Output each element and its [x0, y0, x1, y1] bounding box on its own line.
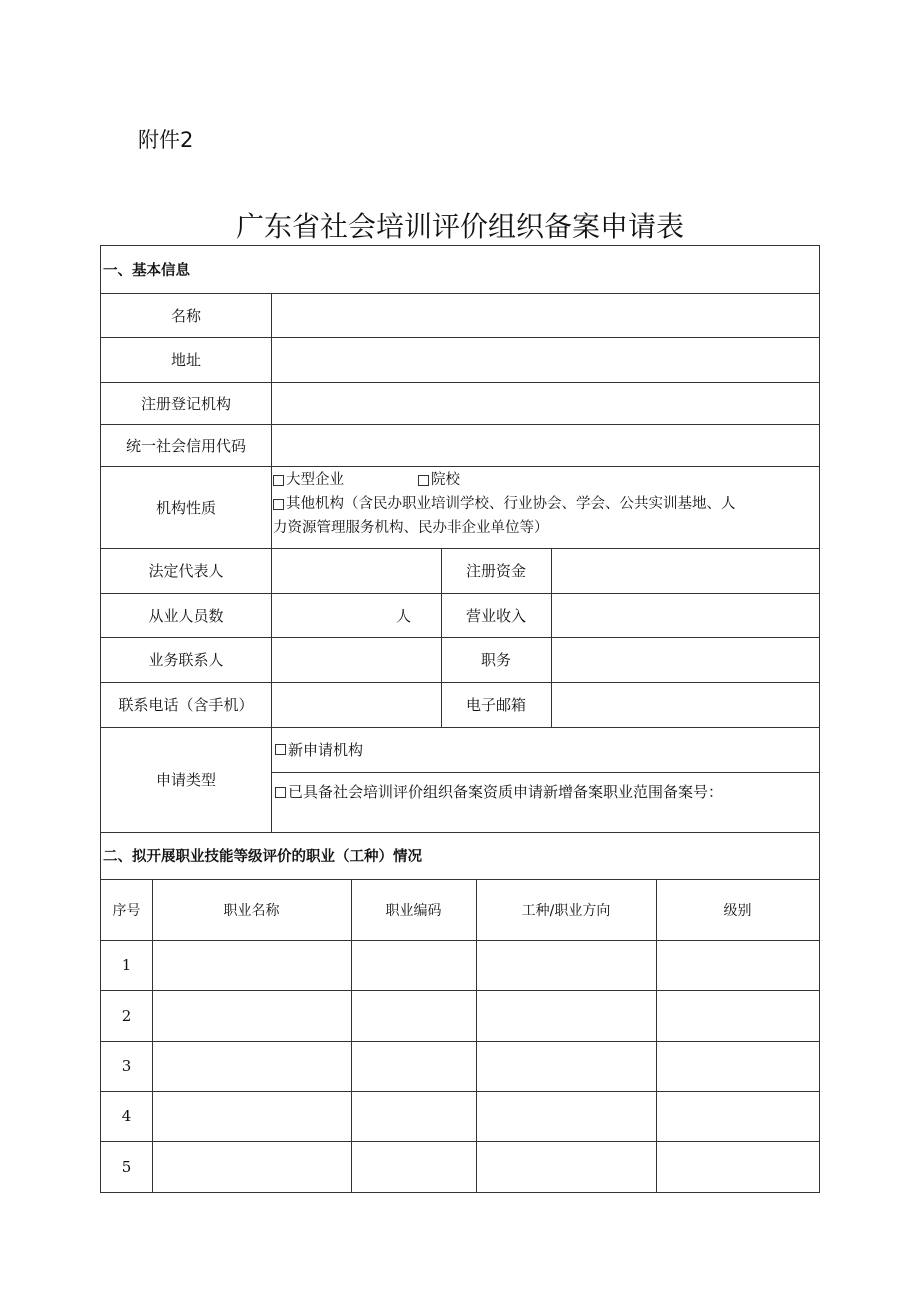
section2-title: 二、拟开展职业技能等级评价的职业（工种）情况 — [103, 849, 422, 865]
option-other: 其他机构（含民办职业培训学校、行业协会、学会、公共实训基地、人 — [286, 496, 736, 512]
email-field[interactable] — [551, 682, 819, 727]
rule-h — [101, 1041, 819, 1042]
registry-label: 注册登记机构 — [140, 394, 231, 413]
col-header-level: 级别 — [723, 902, 752, 919]
name-label: 名称 — [170, 306, 201, 325]
rule-h — [101, 337, 819, 338]
row-index-1: 1 — [121, 956, 132, 974]
option-new-apply: 新申请机构 — [288, 741, 364, 759]
rule-v — [551, 548, 552, 727]
row-index-2: 2 — [121, 1006, 132, 1025]
rule-v — [441, 548, 442, 727]
email-label: 电子邮箱 — [465, 696, 526, 714]
contact-label: 业务联系人 — [148, 651, 224, 669]
row1-work-type[interactable] — [476, 940, 656, 990]
rule-h — [101, 593, 819, 594]
rule-h — [101, 637, 819, 638]
staff-count-label: 从业人员数 — [148, 606, 224, 625]
rule-h — [101, 548, 819, 549]
col-header-index: 序号 — [112, 902, 141, 919]
row5-occupation-name[interactable] — [152, 1141, 351, 1192]
row2-work-type[interactable] — [476, 990, 656, 1041]
option-existing-apply: 已具备社会培训评价组织备案资质申请新增备案职业范围备案号： — [288, 783, 724, 801]
checkbox-enterprise[interactable] — [273, 475, 284, 486]
rule-h — [101, 832, 819, 833]
rule-v — [476, 879, 477, 1192]
legal-rep-field[interactable] — [271, 548, 441, 593]
rule-h — [101, 1091, 819, 1092]
row4-level[interactable] — [656, 1091, 819, 1141]
checkbox-other[interactable] — [273, 499, 284, 510]
option-school: 院校 — [431, 472, 460, 488]
phone-label: 联系电话（含手机） — [118, 696, 254, 714]
section1-title: 一、基本信息 — [103, 263, 190, 279]
rule-h — [101, 424, 819, 425]
address-label: 地址 — [170, 351, 201, 369]
revenue-field[interactable] — [551, 593, 819, 637]
rule-h — [101, 382, 819, 383]
apply-type-label: 申请类型 — [155, 771, 216, 789]
row2-occupation-name[interactable] — [152, 990, 351, 1041]
row3-work-type[interactable] — [476, 1041, 656, 1091]
row4-occupation-code[interactable] — [351, 1091, 476, 1141]
row5-work-type[interactable] — [476, 1141, 656, 1192]
form-title: 广东省社会培训评价组织备案申请表 — [235, 210, 684, 243]
contact-field[interactable] — [271, 637, 441, 682]
row3-occupation-name[interactable] — [152, 1041, 351, 1091]
apply-type-existing — [271, 772, 819, 802]
registry-field[interactable] — [271, 382, 819, 424]
checkbox-existing-apply[interactable] — [275, 787, 286, 798]
row4-work-type[interactable] — [476, 1091, 656, 1141]
row4-occupation-name[interactable] — [152, 1091, 351, 1141]
staff-count-field[interactable] — [271, 593, 441, 637]
attachment-label: 附件2 — [138, 128, 194, 152]
rule-h — [101, 1141, 819, 1142]
org-nature-options — [271, 468, 819, 548]
row1-occupation-name[interactable] — [152, 940, 351, 990]
revenue-label: 营业收入 — [465, 606, 526, 625]
position-field[interactable] — [551, 637, 819, 682]
rule-h — [101, 293, 819, 294]
legal-rep-label: 法定代表人 — [148, 562, 224, 580]
staff-unit: 人 — [395, 606, 411, 625]
rule-v — [152, 879, 153, 1192]
checkbox-school[interactable] — [418, 475, 429, 486]
row3-occupation-code[interactable] — [351, 1041, 476, 1091]
row1-level[interactable] — [656, 940, 819, 990]
rule-h — [101, 727, 819, 728]
rule-v — [351, 879, 352, 1192]
row2-level[interactable] — [656, 990, 819, 1041]
row-index-5: 5 — [121, 1157, 132, 1176]
application-form — [100, 245, 820, 1193]
credit-code-field[interactable] — [271, 424, 819, 466]
row-index-4: 4 — [121, 1107, 132, 1125]
row1-occupation-code[interactable] — [351, 940, 476, 990]
phone-field[interactable] — [271, 682, 441, 727]
rule-h — [101, 940, 819, 941]
row-index-3: 3 — [121, 1057, 132, 1075]
rule-h — [271, 772, 819, 773]
credit-code-label: 统一社会信用代码 — [125, 436, 246, 455]
row2-occupation-code[interactable] — [351, 990, 476, 1041]
rule-v — [656, 879, 657, 1192]
capital-field[interactable] — [551, 548, 819, 593]
row3-level[interactable] — [656, 1041, 819, 1091]
rule-h — [101, 879, 819, 880]
col-header-work-type: 工种/职业方向 — [521, 902, 611, 919]
option-enterprise: 大型企业 — [286, 472, 344, 488]
checkbox-new-apply[interactable] — [275, 744, 286, 755]
address-field[interactable] — [271, 337, 819, 382]
rule-h — [101, 682, 819, 683]
position-label: 职务 — [480, 651, 511, 669]
rule-h — [101, 466, 819, 467]
row5-occupation-code[interactable] — [351, 1141, 476, 1192]
rule-h — [101, 990, 819, 991]
apply-type-new — [271, 727, 819, 772]
col-header-occupation-name: 职业名称 — [223, 902, 280, 919]
row5-level[interactable] — [656, 1141, 819, 1192]
option-other-cont: 力资源管理服务机构、民办非企业单位等） — [273, 520, 549, 536]
rule-v — [271, 293, 272, 832]
capital-label: 注册资金 — [465, 562, 526, 580]
org-nature-label: 机构性质 — [155, 498, 216, 517]
name-field[interactable] — [271, 293, 819, 337]
col-header-occupation-code: 职业编码 — [385, 902, 442, 919]
